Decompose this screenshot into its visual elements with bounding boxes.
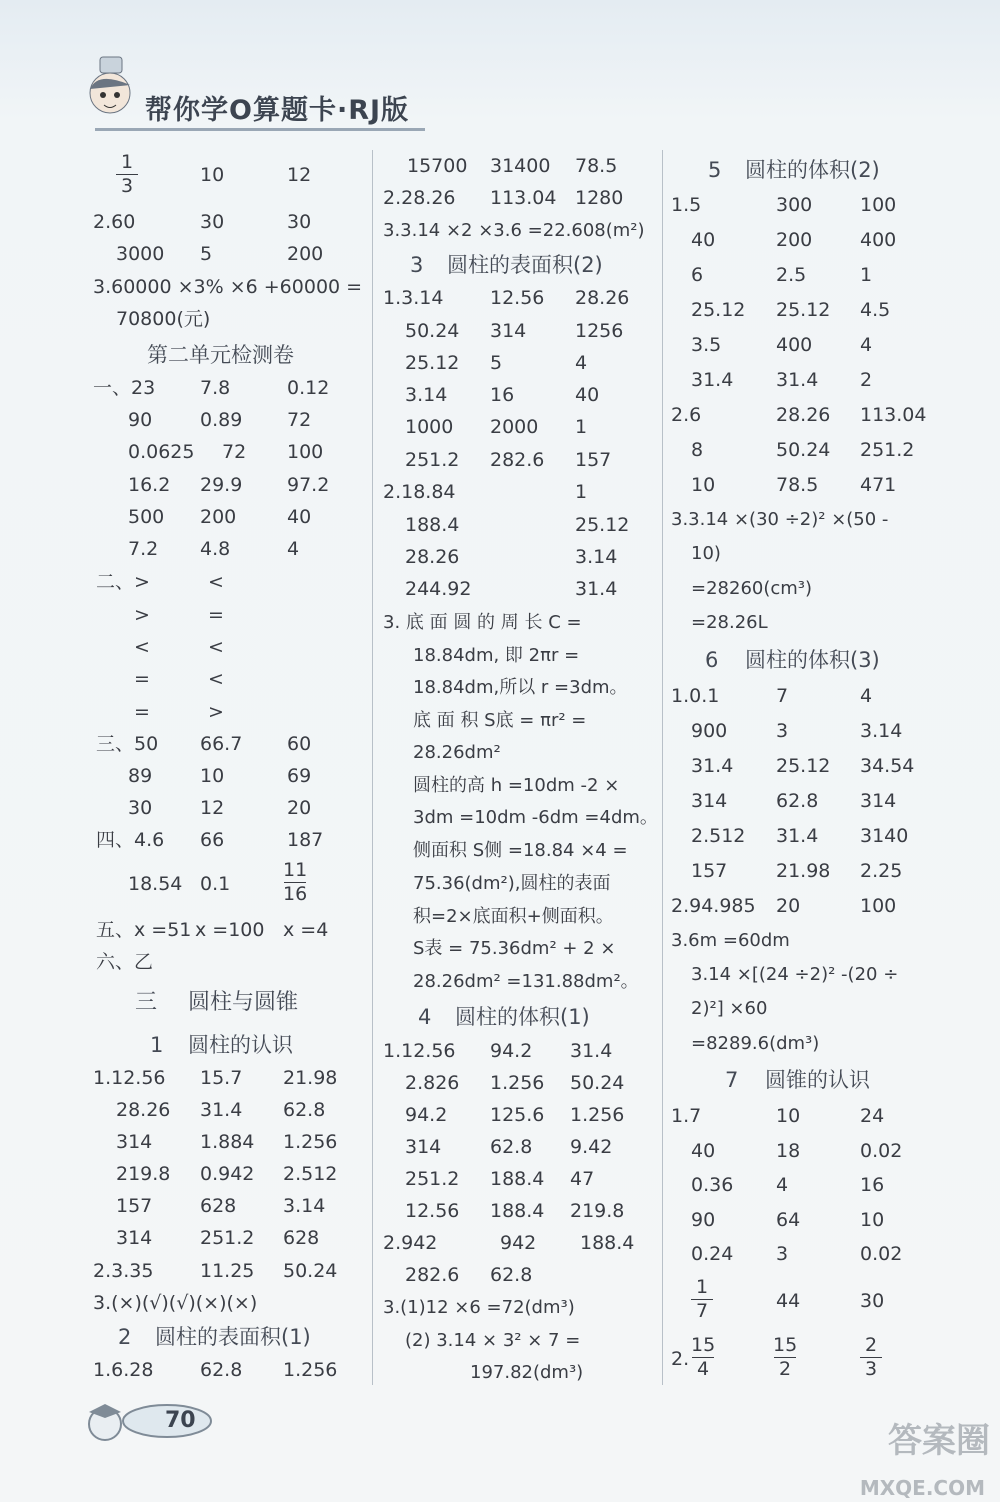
- solution-line: 底 面 积 S底 = πr² =: [413, 710, 587, 731]
- fraction: 1 3: [116, 152, 138, 197]
- answer-cell: 1.6.28: [93, 1359, 154, 1381]
- answer-cell: 0.0625: [128, 441, 195, 463]
- answer-cell: 20: [287, 797, 312, 819]
- answer-cell: 314: [405, 1136, 442, 1158]
- answer-cell: 4: [860, 334, 873, 356]
- answer-cell: 200: [200, 506, 237, 528]
- answer-cell: 69: [287, 765, 312, 787]
- answer-cell: 1.0.1: [671, 685, 720, 707]
- answer-cell: 0.24: [691, 1243, 734, 1265]
- answer-cell: 四、4.6: [96, 829, 165, 851]
- watermark-url: MXQE.COM: [859, 1476, 985, 1500]
- solution-line: 积=2×底面积+侧面积。: [413, 906, 614, 927]
- answer-cell: 50.24: [570, 1072, 625, 1094]
- section-number: 4: [418, 1005, 432, 1029]
- answer-cell: 16: [860, 1174, 885, 1196]
- answer-cell: 0.02: [860, 1140, 903, 1162]
- answer-cell: 0.12: [287, 377, 330, 399]
- answer-cell: 157: [116, 1195, 153, 1217]
- answer-cell: 29.9: [200, 474, 243, 496]
- answer-cell: 113.04: [860, 404, 927, 426]
- answer-cell: 1.884: [200, 1131, 255, 1153]
- answer-cell: 31.4: [200, 1099, 243, 1121]
- answer-cell: 200: [287, 243, 324, 265]
- answer-cell: 4.8: [200, 538, 231, 560]
- chapter-title: 圆柱与圆锥: [188, 990, 299, 1015]
- solution-line: =28.26L: [691, 612, 768, 633]
- fraction: 11 16: [283, 859, 308, 905]
- answer-cell: 3.14: [283, 1195, 326, 1217]
- answer-cell: 500: [128, 506, 165, 528]
- answer-cell: 8: [691, 439, 704, 461]
- answer-cell: 3000: [116, 243, 165, 265]
- answer-cell: 3140: [860, 825, 909, 847]
- answer-cell: 二、>: [96, 571, 150, 593]
- solution-line: S表 = 75.36dm² + 2 ×: [413, 938, 616, 959]
- answer-cell: 28.26: [776, 404, 831, 426]
- answer-cell: 12: [287, 164, 312, 186]
- section-number: 1: [150, 1033, 164, 1057]
- answer-line: 70800(元): [116, 308, 211, 330]
- answer-cell: 300: [776, 194, 813, 216]
- section-heading: 圆柱的体积(1): [455, 1005, 590, 1029]
- answer-cell: 62.8: [283, 1099, 326, 1121]
- answer-cell: 188.4: [490, 1168, 545, 1190]
- answer-cell: 78.5: [776, 474, 819, 496]
- answer-cell: 1.3.14: [383, 287, 444, 309]
- answer-cell: 1000: [405, 416, 454, 438]
- answer-cell: 251.2: [200, 1227, 255, 1249]
- answer-cell: 188.4: [490, 1200, 545, 1222]
- answer-cell: 400: [776, 334, 813, 356]
- section-heading: 圆柱的表面积(1): [155, 1325, 311, 1349]
- answer-cell: 18: [776, 1140, 801, 1162]
- solution-line: 18.84dm, 即 2πr =: [413, 645, 580, 666]
- answer-cell: 31.4: [776, 825, 819, 847]
- solution-line: 3.14 ×[(24 ÷2)² -(20 ÷: [691, 964, 899, 985]
- answer-cell: 62.8: [490, 1136, 533, 1158]
- answer-cell: 2.28.26: [383, 187, 456, 209]
- section-heading: 第二单元检测卷: [147, 343, 294, 367]
- answer-cell: 12.56: [405, 1200, 460, 1222]
- answer-cell: 1.7: [671, 1105, 702, 1127]
- solution-line: 28.26dm²: [413, 742, 501, 763]
- answer-cell: 2.512: [691, 825, 746, 847]
- answer-cell: 94.2: [405, 1104, 448, 1126]
- answer-cell: 40: [691, 1140, 716, 1162]
- answer-cell: 3.14: [405, 384, 448, 406]
- section-heading: 圆柱的表面积(2): [447, 253, 603, 277]
- answer-cell: 72: [287, 409, 312, 431]
- answer-cell: 6: [691, 264, 704, 286]
- answer-cell: 10: [200, 164, 225, 186]
- answer-cell: 2000: [490, 416, 539, 438]
- answer-cell: >: [134, 604, 150, 626]
- answer-cell: 3.14: [860, 720, 903, 742]
- fraction: 2 3: [860, 1335, 882, 1380]
- answer-cell: 188.4: [405, 514, 460, 536]
- section-number: 2: [118, 1325, 132, 1349]
- answer-cell: <: [134, 636, 150, 658]
- answer-cell: 7.8: [200, 377, 231, 399]
- answer-cell: 200: [776, 229, 813, 251]
- answer-cell: 97.2: [287, 474, 330, 496]
- answer-cell: 18.54: [128, 873, 183, 895]
- fraction: 15 2: [773, 1334, 798, 1380]
- solution-line: 2)²] ×60: [691, 998, 768, 1019]
- answer-cell: 10: [691, 474, 716, 496]
- answer-cell: 25.12: [405, 352, 460, 374]
- answer-cell: 64: [776, 1209, 801, 1231]
- answer-cell: 25.12: [691, 299, 746, 321]
- answer-cell: 2.5: [776, 264, 807, 286]
- answer-cell: 4: [860, 685, 873, 707]
- answer-cell: 30: [287, 211, 312, 233]
- answer-cell: 90: [691, 1209, 716, 1231]
- answer-line: 六、乙: [96, 951, 154, 973]
- answer-cell: 4: [776, 1174, 789, 1196]
- solution-line: 3. 底 面 圆 的 周 长 C =: [383, 612, 582, 633]
- answer-cell: =: [208, 604, 224, 626]
- solution-line: (2) 3.14 × 3² × 7 =: [405, 1330, 581, 1351]
- answer-cell: 16: [490, 384, 515, 406]
- answer-cell: 2.94.985: [671, 895, 756, 917]
- answer-cell: 2.60: [93, 211, 136, 233]
- answer-cell: 40: [691, 229, 716, 251]
- answer-cell: 100: [287, 441, 324, 463]
- answer-cell: 1: [860, 264, 873, 286]
- answer-cell: 94.2: [490, 1040, 533, 1062]
- answer-cell: 12: [200, 797, 225, 819]
- answer-cell: 2: [860, 369, 873, 391]
- solution-line: 3dm =10dm -6dm =4dm。: [413, 807, 658, 828]
- answer-cell: 16.2: [128, 474, 171, 496]
- answer-cell: 40: [287, 506, 312, 528]
- answer-cell: 1280: [575, 187, 624, 209]
- answer-cell: 一、23: [93, 377, 156, 399]
- answer-cell: 113.04: [490, 187, 557, 209]
- answer-cell: 1256: [575, 320, 624, 342]
- section-heading: 圆柱的认识: [188, 1033, 293, 1057]
- answer-cell: 62.8: [200, 1359, 243, 1381]
- answer-cell: 30: [200, 211, 225, 233]
- answer-cell: 3: [776, 720, 789, 742]
- answer-cell: 314: [490, 320, 527, 342]
- answer-cell: 157: [691, 860, 728, 882]
- answer-cell: 9.42: [570, 1136, 613, 1158]
- section-heading: 圆柱的体积(2): [745, 158, 880, 182]
- answer-cell: 219.8: [570, 1200, 625, 1222]
- answer-cell: 251.2: [405, 1168, 460, 1190]
- answer-cell: 三、50: [96, 733, 159, 755]
- answer-cell: 31.4: [691, 755, 734, 777]
- answer-cell: 五、x =51: [96, 919, 192, 941]
- solution-line: 3.(1)12 ×6 =72(dm³): [383, 1297, 575, 1318]
- answer-cell: 50.24: [405, 320, 460, 342]
- answer-cell: 72: [222, 441, 247, 463]
- chapter-number: 三: [135, 990, 158, 1015]
- section-heading: 圆锥的认识: [765, 1068, 870, 1092]
- answer-cell: 5: [200, 243, 213, 265]
- answer-cell: 10: [860, 1209, 885, 1231]
- answer-cell: 400: [860, 229, 897, 251]
- answer-cell: 314: [860, 790, 897, 812]
- answer-cell: 1.5: [671, 194, 702, 216]
- answer-cell: 314: [116, 1227, 153, 1249]
- answer-cell: 28.26: [575, 287, 630, 309]
- answer-cell: 2.512: [283, 1163, 338, 1185]
- answer-cell: 4: [287, 538, 300, 560]
- answer-cell: 21.98: [776, 860, 831, 882]
- answer-cell: 30: [128, 797, 153, 819]
- answer-cell: 28.26: [405, 546, 460, 568]
- answer-cell: 5: [490, 352, 503, 374]
- header-underline: [95, 128, 425, 131]
- answer-cell: 44: [776, 1290, 801, 1312]
- answer-cell: <: [208, 571, 224, 593]
- answer-cell: 100: [860, 194, 897, 216]
- answer-cell: 2.826: [405, 1072, 460, 1094]
- answer-cell: 12.56: [490, 287, 545, 309]
- answer-cell: 62.8: [776, 790, 819, 812]
- answer-cell: 15.7: [200, 1067, 243, 1089]
- answer-cell: 31.4: [575, 578, 618, 600]
- column-divider: [662, 150, 663, 1385]
- answer-cell: 40: [575, 384, 600, 406]
- solution-line: 28.26dm² =131.88dm²。: [413, 971, 639, 992]
- section-number: 7: [725, 1068, 739, 1092]
- answer-cell: 50.24: [283, 1260, 338, 1282]
- answer-cell: 4.5: [860, 299, 891, 321]
- solution-line: 3.3.14 ×(30 ÷2)² ×(50 -: [671, 509, 889, 530]
- answer-cell: 125.6: [490, 1104, 545, 1126]
- answer-cell: 47: [570, 1168, 595, 1190]
- answer-cell: 31.4: [691, 369, 734, 391]
- answer-cell: 628: [283, 1227, 320, 1249]
- answer-cell: 2.942: [383, 1232, 438, 1254]
- column-divider: [372, 150, 373, 1385]
- answer-cell: 30: [860, 1290, 885, 1312]
- answer-line: 3.(×)(√)(√)(×)(×): [93, 1292, 258, 1314]
- solution-line: 197.82(dm³): [470, 1362, 584, 1383]
- solution-line: 圆柱的高 h =10dm -2 ×: [413, 775, 620, 796]
- answer-cell: 471: [860, 474, 897, 496]
- answer-cell: 10: [776, 1105, 801, 1127]
- solution-line: 10): [691, 543, 721, 564]
- answer-cell: 21.98: [283, 1067, 338, 1089]
- answer-cell: 1.256: [283, 1131, 338, 1153]
- answer-cell: 25.12: [776, 299, 831, 321]
- answer-cell: 900: [691, 720, 728, 742]
- answer-cell: 34.54: [860, 755, 915, 777]
- section-heading: 圆柱的体积(3): [745, 648, 880, 672]
- answer-cell: 2.: [671, 1348, 690, 1370]
- watermark-text: 答案圈: [888, 1421, 990, 1461]
- answer-cell: 1.256: [490, 1072, 545, 1094]
- answer-cell: 1.12.56: [383, 1040, 456, 1062]
- answer-cell: 0.1: [200, 873, 231, 895]
- answer-cell: 282.6: [490, 449, 545, 471]
- solution-line: =28260(cm³): [691, 578, 813, 599]
- solution-line: =8289.6(dm³): [691, 1033, 820, 1054]
- answer-cell: 3.5: [691, 334, 722, 356]
- answer-cell: 0.36: [691, 1174, 734, 1196]
- answer-cell: 157: [575, 449, 612, 471]
- header-title: 帮你学O算题卡·RJ版: [145, 95, 410, 126]
- answer-cell: 188.4: [580, 1232, 635, 1254]
- answer-cell: =: [134, 701, 150, 723]
- answer-cell: 31.4: [570, 1040, 613, 1062]
- answer-cell: 187: [287, 829, 324, 851]
- answer-cell: 1: [575, 416, 588, 438]
- answer-cell: 4: [575, 352, 588, 374]
- answer-cell: 251.2: [405, 449, 460, 471]
- answer-cell: 62.8: [490, 1264, 533, 1286]
- answer-line: 3.60000 ×3% ×6 +60000 =: [93, 276, 363, 298]
- answer-cell: 2.18.84: [383, 481, 456, 503]
- answer-cell: 89: [128, 765, 153, 787]
- answer-cell: 0.02: [860, 1243, 903, 1265]
- answer-cell: 1.256: [570, 1104, 625, 1126]
- answer-line: 3.3.14 ×2 ×3.6 =22.608(m²): [383, 220, 645, 241]
- answer-cell: 314: [691, 790, 728, 812]
- answer-cell: 25.12: [776, 755, 831, 777]
- answer-cell: 628: [200, 1195, 237, 1217]
- answer-cell: 66.7: [200, 733, 243, 755]
- answer-cell: 60: [287, 733, 312, 755]
- answer-cell: 7.2: [128, 538, 159, 560]
- solution-line: 18.84dm,所以 r =3dm。: [413, 677, 628, 698]
- answer-cell: 100: [860, 895, 897, 917]
- answer-cell: =: [134, 668, 150, 690]
- answer-cell: x =4: [283, 919, 329, 941]
- answer-cell: 78.5: [575, 155, 618, 177]
- answer-cell: 0.89: [200, 409, 243, 431]
- answer-cell: 7: [776, 685, 789, 707]
- answer-cell: 219.8: [116, 1163, 171, 1185]
- section-number: 6: [705, 648, 719, 672]
- answer-cell: <: [208, 668, 224, 690]
- section-number: 3: [410, 253, 424, 277]
- answer-cell: 28.26: [116, 1099, 171, 1121]
- fraction: 1 7: [691, 1277, 713, 1322]
- answer-cell: 251.2: [860, 439, 915, 461]
- section-number: 5: [708, 158, 722, 182]
- answer-cell: 244.92: [405, 578, 472, 600]
- solution-line: 侧面积 S侧 =18.84 ×4 =: [413, 840, 628, 861]
- answer-cell: 90: [128, 409, 153, 431]
- answer-cell: 10: [200, 765, 225, 787]
- mascot-icon: [78, 55, 142, 125]
- answer-cell: 50.24: [776, 439, 831, 461]
- answer-cell: 11.25: [200, 1260, 255, 1282]
- answer-cell: 2.3.35: [93, 1260, 154, 1282]
- solution-line: 3.6m =60dm: [671, 930, 790, 951]
- answer-cell: 2.6: [671, 404, 702, 426]
- answer-cell: 31400: [490, 155, 551, 177]
- answer-cell: 25.12: [575, 514, 630, 536]
- answer-cell: 31.4: [776, 369, 819, 391]
- answer-cell: 3: [776, 1243, 789, 1265]
- answer-cell: 314: [116, 1131, 153, 1153]
- answer-cell: 1: [575, 481, 588, 503]
- answer-cell: 24: [860, 1105, 885, 1127]
- answer-cell: 20: [776, 895, 801, 917]
- answer-cell: >: [208, 701, 224, 723]
- answer-cell: 15700: [407, 155, 468, 177]
- answer-cell: 1.256: [283, 1359, 338, 1381]
- answer-cell: 282.6: [405, 1264, 460, 1286]
- answer-cell: x =100: [195, 919, 265, 941]
- solution-line: 75.36(dm²),圆柱的表面: [413, 873, 611, 894]
- answer-cell: 942: [500, 1232, 537, 1254]
- answer-cell: 1.12.56: [93, 1067, 166, 1089]
- answer-cell: 2.25: [860, 860, 903, 882]
- page-number: 70: [165, 1408, 196, 1433]
- answer-cell: 3.14: [575, 546, 618, 568]
- answer-cell: <: [208, 636, 224, 658]
- fraction: 15 4: [691, 1334, 716, 1380]
- answer-cell: 0.942: [200, 1163, 255, 1185]
- answer-cell: 66: [200, 829, 225, 851]
